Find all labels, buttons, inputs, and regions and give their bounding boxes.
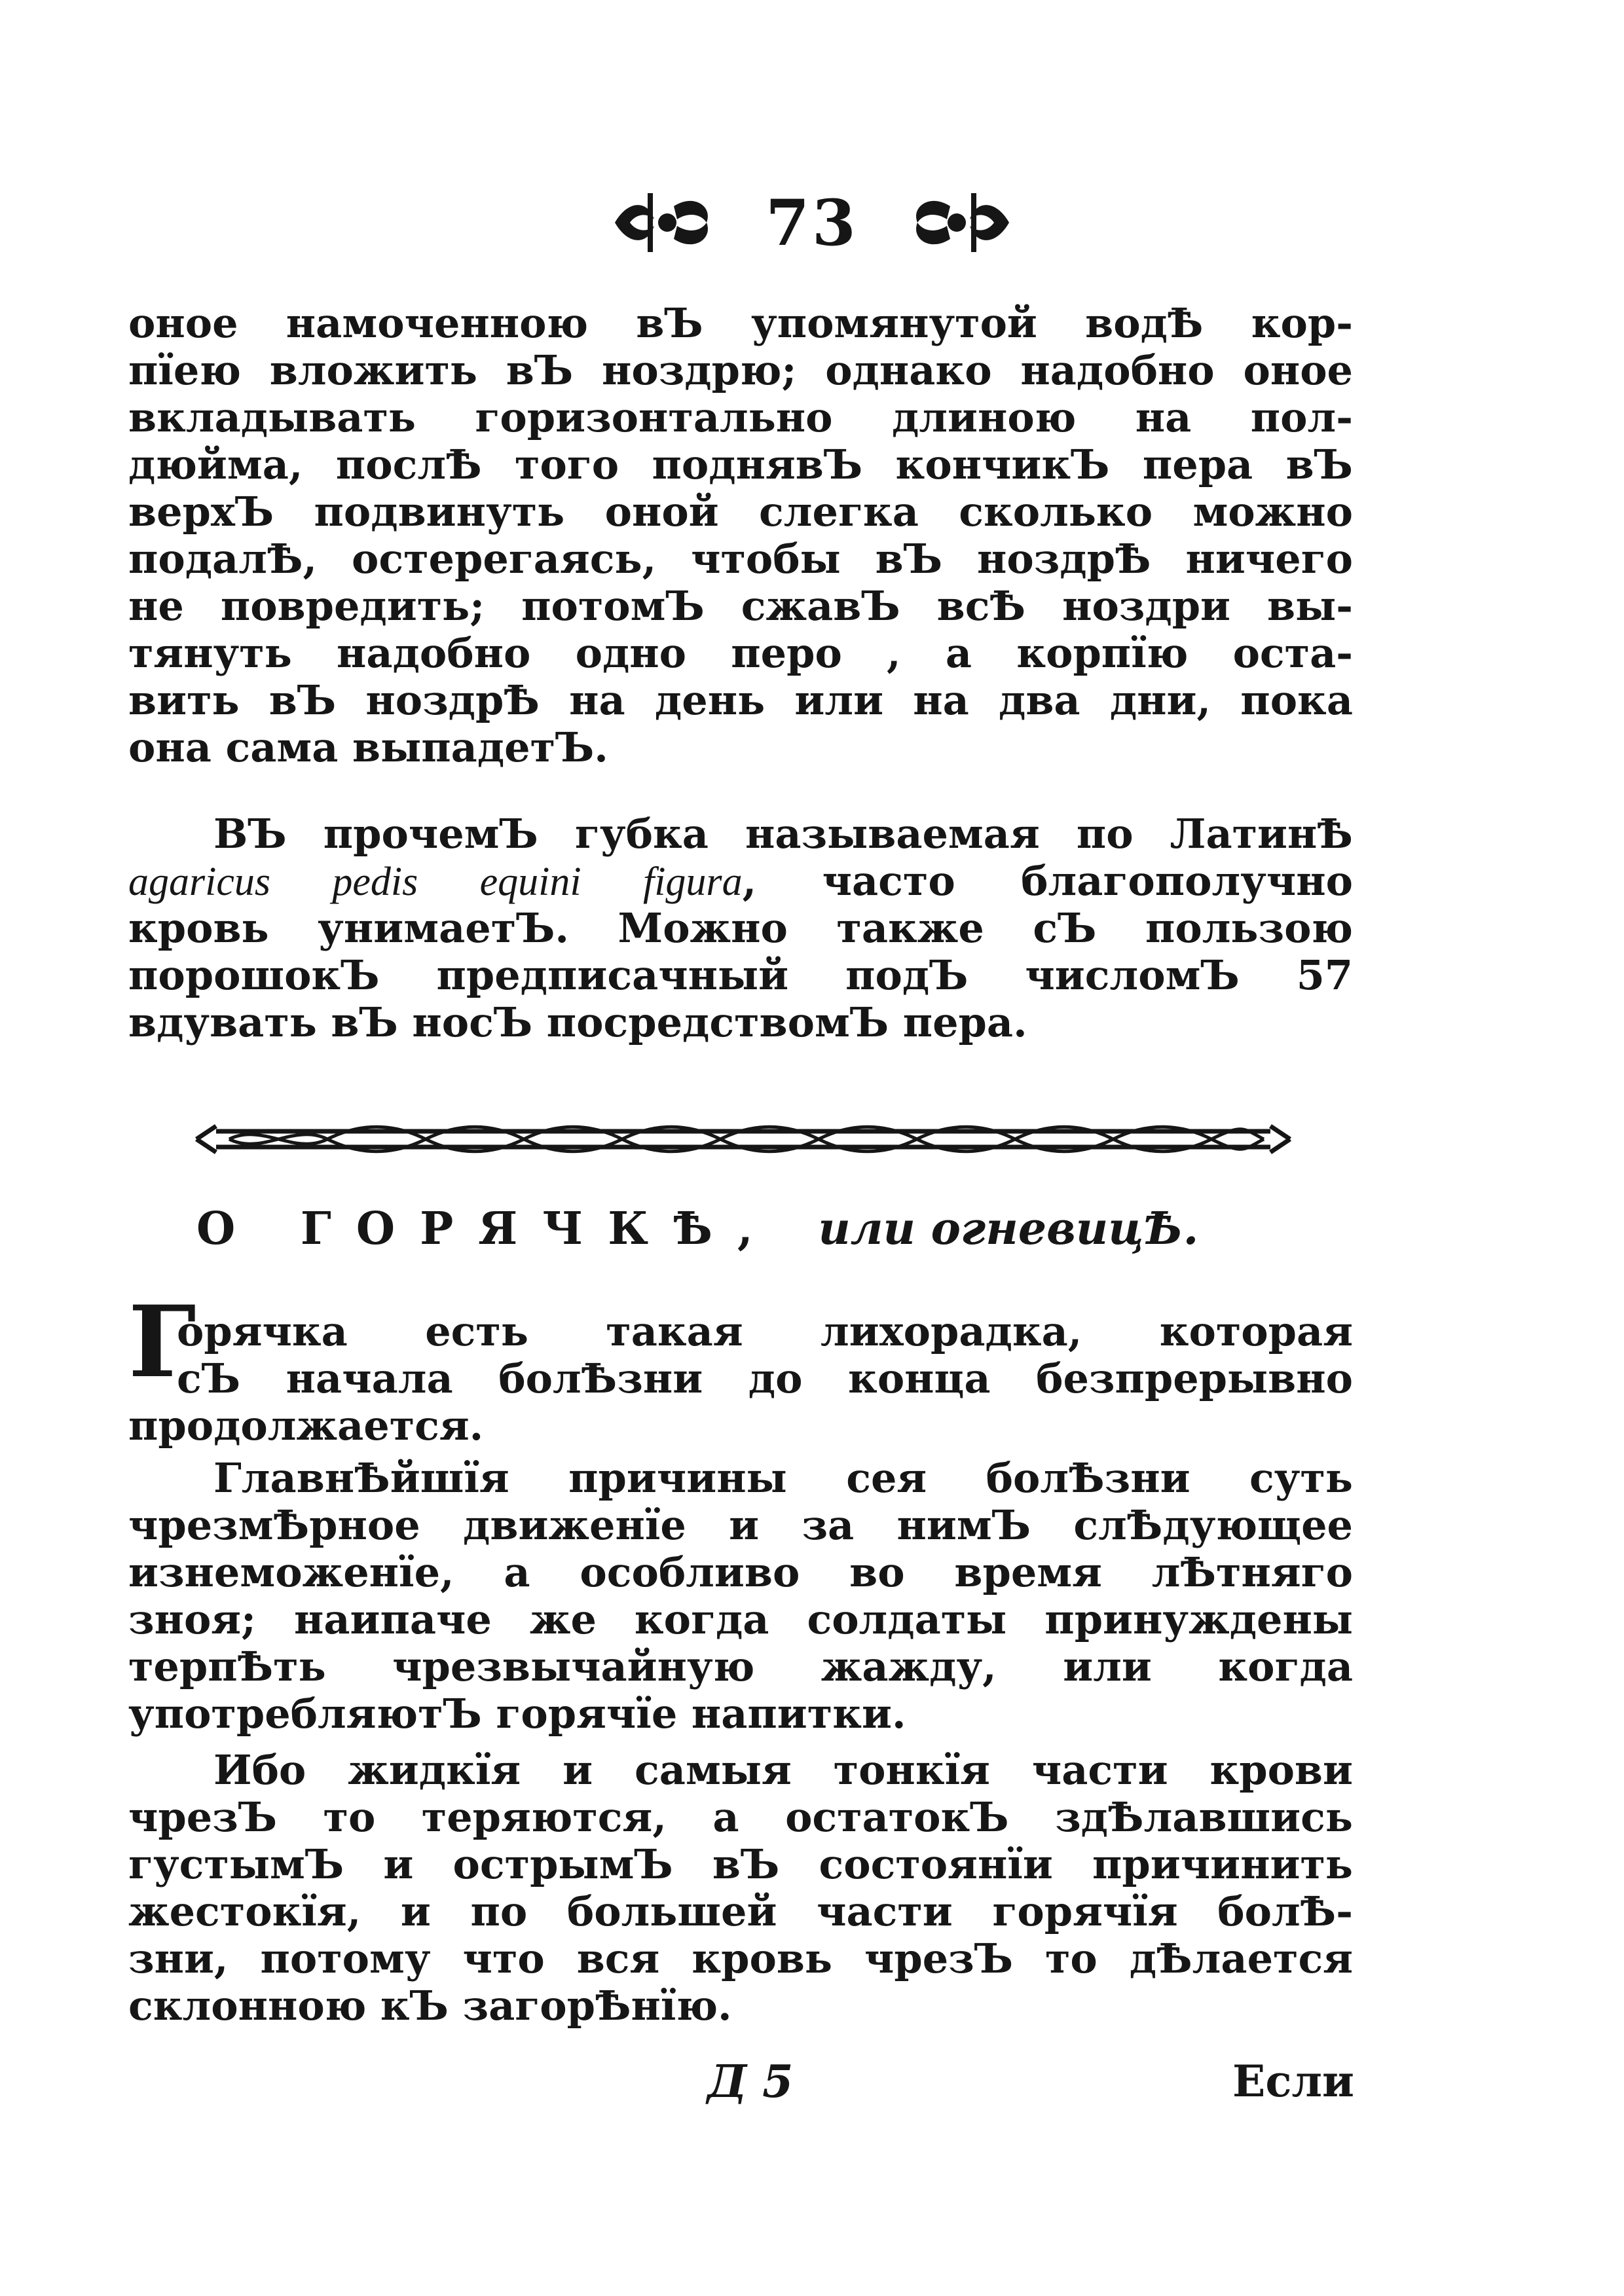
text-line: вить вЪ ноздрѢ на день или на два дни, пока [128, 676, 1353, 724]
text-line: чрезмѢрное движенїе и за нимЪ слѢдующее [128, 1501, 1353, 1549]
text-line: верхЪ подвинуть оной слегка сколько можно [128, 488, 1353, 536]
running-head [0, 177, 1624, 268]
text-line: дюйма, послѢ того поднявЪ кончикЪ пера вЪ [128, 441, 1353, 488]
text-line: кровь унимаетЪ. Можно также сЪ пользою [128, 904, 1353, 952]
text-line: порошокЪ предписачный подЪ числомЪ 57 [128, 951, 1353, 999]
right-ornament-icon [904, 187, 1016, 259]
page-number: 73 [766, 185, 858, 260]
text-line: вкладывать горизонтально длиною на пол- [128, 393, 1353, 441]
text-line: ВЪ прочемЪ губка называемая по ЛатинѢ [213, 810, 1353, 858]
left-ornament-icon [608, 187, 720, 259]
text-line: продолжается. [128, 1402, 484, 1449]
ornamental-divider [190, 1113, 1297, 1165]
text-line: изнеможенїе, а особливо во время лѢтняго [128, 1548, 1353, 1596]
text-line-latin [128, 858, 1353, 905]
text-line: терпѢть чрезвычайную жажду, или когда [128, 1643, 1353, 1690]
latin-term: agaricus pedis equini figura [128, 860, 743, 904]
text-line: густымЪ и острымЪ вЪ состоянїи причинить [128, 1840, 1353, 1888]
text-line: ГлавнѢйшїя причины сея болѢзни суть [213, 1454, 1353, 1502]
section-title-subtitle: или огневицѢ. [818, 1203, 1199, 1255]
section-title-caps: О ГОРЯЧКѢ, [196, 1203, 778, 1255]
text-line: зноя; наипаче же когда солдаты принуждены [128, 1595, 1353, 1643]
drop-initial: Г [128, 1285, 196, 1400]
text-line: Ибо жидкїя и самыя тонкїя части крови [213, 1746, 1353, 1794]
text-line: подалѢ, остерегаясь, чтобы вЪ ноздрѢ ничего [128, 535, 1353, 583]
text-line: орячка есть такая лихорадка, которая [177, 1307, 1353, 1355]
text-line: пїею вложить вЪ ноздрю; однако надобно оное [128, 346, 1353, 394]
paragraph-1 [128, 300, 1353, 771]
signature-mark: Д 5 [707, 2056, 794, 2108]
text-line: сЪ начала болѢзни до конца безпрерывно [177, 1355, 1353, 1402]
text-line: вдувать вЪ носЪ посредствомЪ пера. [128, 998, 1027, 1046]
paragraph-3 [128, 1308, 1353, 1449]
text-line: склонною кЪ загорѢнїю. [128, 1982, 732, 2030]
text-line: оное намоченною вЪ упомянутой водѢ кор- [128, 299, 1353, 347]
text-line: употребляютЪ горячїе напитки. [128, 1690, 906, 1738]
paragraph-2 [128, 811, 1353, 1046]
text-line: не повредить; потомЪ сжавЪ всѢ ноздри вы- [128, 582, 1353, 630]
paragraph-5 [128, 1747, 1353, 2030]
paragraph-4 [128, 1455, 1353, 1738]
text-line: она сама выпадетЪ. [128, 723, 608, 771]
text-line: жестокїя, и по большей части горячїя болѢ- [128, 1887, 1353, 1935]
text-line: зни, потому что вся кровь чрезЪ то дѢлается [128, 1935, 1353, 1982]
text-line: чрезЪ то теряются, а остатокЪ здѢлавшись [128, 1793, 1353, 1841]
catchword: Если [1232, 2056, 1354, 2107]
text-line: тянуть надобно одно перо , а корпїю оста- [128, 629, 1353, 677]
text-fragment: , часто благополучно [742, 857, 1354, 905]
section-title [196, 1199, 1323, 1259]
